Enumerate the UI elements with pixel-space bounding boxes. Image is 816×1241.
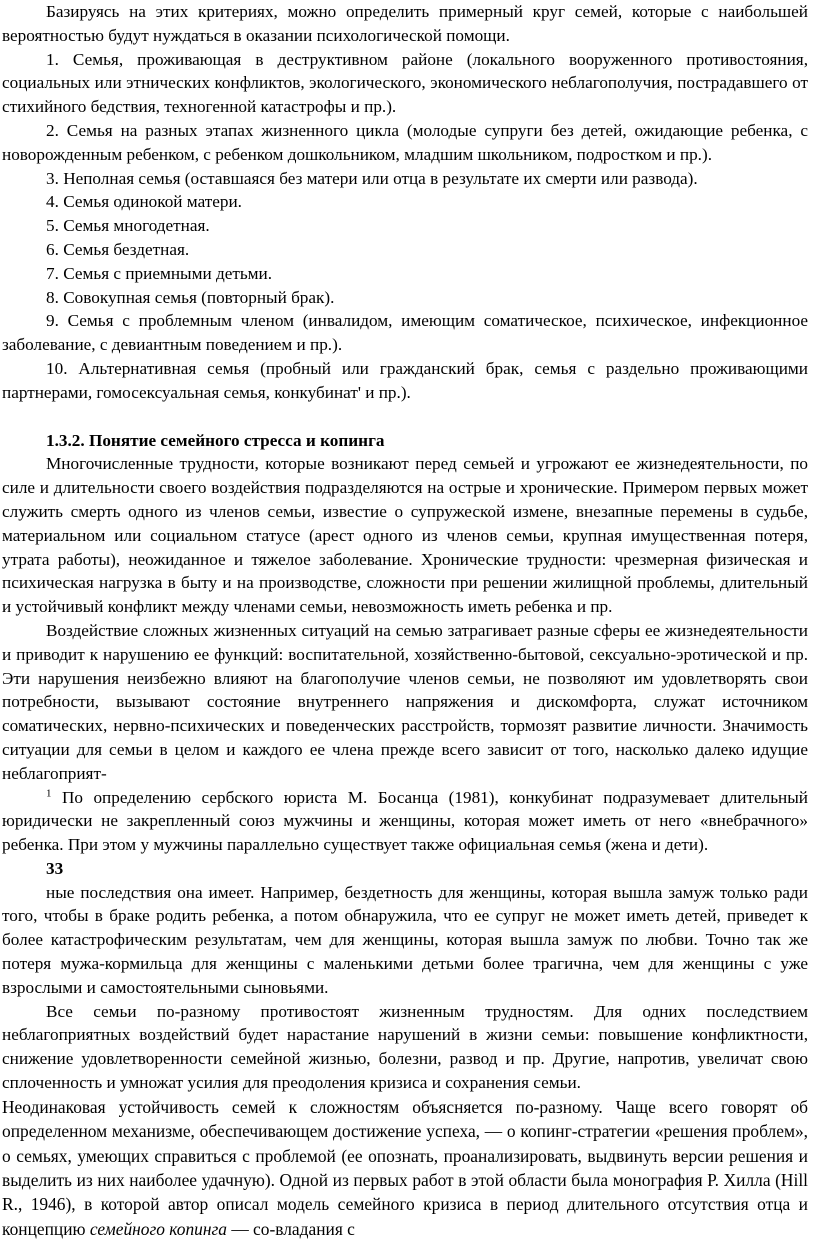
paragraph-5-italic-term: семейного копинга [89, 1218, 227, 1239]
body-paragraph-3: ные последствия она имеет. Например, бездетность для женщины, которая вышла замуж только ради того, чтобы в браке родить ребенка, а потом обнаружила, что ее супруг не может иметь детей, приведет к более катастрофическим результатам, чем для женщины, которая вышла замуж по любви. Точно так же потеря мужа-кормильца для женщины с маленькими детьми более трагична, чем для женщины с уже взрослыми и самостоятельными сыновьями. [2, 882, 808, 997]
body-paragraph-5 [2, 1095, 808, 1241]
list-item-8: 8. Совокупная семья (повторный брак). [46, 287, 335, 307]
list-item-2: 2. Семья на разных этапах жизненного цикла (молодые супруги без детей, ожидающие ребенка, с новорожденным ребенком, с ребенком дошкольником, младшим школьником, подростком и пр.). [2, 120, 808, 164]
list-item-1: 1. Семья, проживающая в деструктивном районе (локального вооруженного противостояния, социальных или этнических конфликтов, экологического, экономического неблагополучия, пострадавшего от стихийного бедствия, техногенной катастрофы и пр.). [2, 49, 808, 117]
list-item-6: 6. Семья бездетная. [46, 239, 190, 259]
intro-paragraph: Базируясь на этих критериях, можно определить примерный круг семей, которые с наибольшей вероятностью будут нуждаться в оказании психологической помощи. [2, 2, 808, 45]
footnote [2, 786, 808, 857]
list-item-4: 4. Семья одинокой матери. [46, 192, 242, 212]
paragraph-5-end: — со-владания с [226, 1218, 355, 1239]
section-heading: 1.3.2. Понятие семейного стресса и копинга [46, 430, 385, 450]
section-gap [2, 405, 808, 429]
body-paragraph-4: Все семьи по-разному противостоят жизненным трудностям. Для одних последствием неблагоприятных воздействий будет нарастание нарушений в жизни семьи: повышение конфликтности, снижение удовлетворенности семейной жизнью, болезни, развод и пр. Другие, напротив, увеличат свою сплоченность и умножат усилия для преодоления кризиса и сохранения семьи. [2, 1001, 808, 1093]
body-paragraph-1: Многочисленные трудности, которые возникают перед семьей и угрожают ее жизнедеятельности, по силе и длительности своего воздействия подразделяются на острые и хронические. Примером первых может служить смерть одного из членов семьи, известие о супружеской измене, внезапные перемены в судьбе, материальном или социальном статусе (арест одного из членов семьи, крупная имущественная потеря, утрата работы), неожиданное и тяжелое заболевание. Хронические трудности: чрезмерная физическая и психическая нагрузка в быту и на производстве, сложности при решении жилищной проблемы, длительный и устойчивый конфликт между членами семьи, невозможность иметь ребенка и пр. [2, 454, 808, 617]
paragraph-5-text: Неодинаковая устойчивость семей к сложностям объясняется по-разному. Чаще всего говорят об определенном механизме, обеспечивающем достижение успеха, — о копинг-стратегии «решения проблем», о семьях, умеющих справиться с проблемой (ее опознать, проанализировать, выдвинуть версии решения и выделить из них наиболее удачную). Одной из первых работ в этой области была монография Р. Хилла (Hill R., 1946), в которой автор описал модель семейного кризиса в период длительного отсутствия отца и концепцию [2, 1096, 808, 1239]
list-item-9: 9. Семья с проблемным членом (инвалидом, имеющим соматическое, психическое, инфекционное заболевание, с девиантным поведением и пр.). [2, 311, 808, 355]
list-item-7: 7. Семья с приемными детьми. [46, 263, 273, 283]
list-item-10: 10. Альтернативная семья (пробный или гражданский брак, семья с раздельно проживающими партнерами, гомосексуальная семья, конкубинат' и пр.). [2, 358, 808, 402]
body-paragraph-2: Воздействие сложных жизненных ситуаций на семью затрагивает разные сферы ее жизнедеятельности и приводит к нарушению ее функций: воспитательной, хозяйственно-бытовой, сексуально-эротической и пр. Эти нарушения неизбежно влияют на благополучие членов семьи, не позволяют им удовлетворять свои потребности, вызывают состояние внутреннего напряжения и дискомфорта, служат источником соматических, нервно-психических и поведенческих расстройств, тормозят развитие личности. Значимость ситуации для семьи в целом и каждого ее члена прежде всего зависит от того, насколько далеко идущие неблагоприят- [2, 620, 808, 783]
footnote-text: По определению сербского юриста М. Босанца (1981), конкубинат подразумевает длительный юридически не закрепленный союз мужчины и женщины, которая может иметь от него «внебрачного» ребенка. При этом у мужчины параллельно существует также официальная семья (жена и дети). [2, 787, 808, 855]
page-number: 33 [46, 858, 64, 878]
list-item-3: 3. Неполная семья (оставшаяся без матери или отца в результате их смерти или развода). [46, 168, 698, 188]
footnote-marker: 1 [46, 786, 52, 799]
list-item-5: 5. Семья многодетная. [46, 216, 210, 236]
